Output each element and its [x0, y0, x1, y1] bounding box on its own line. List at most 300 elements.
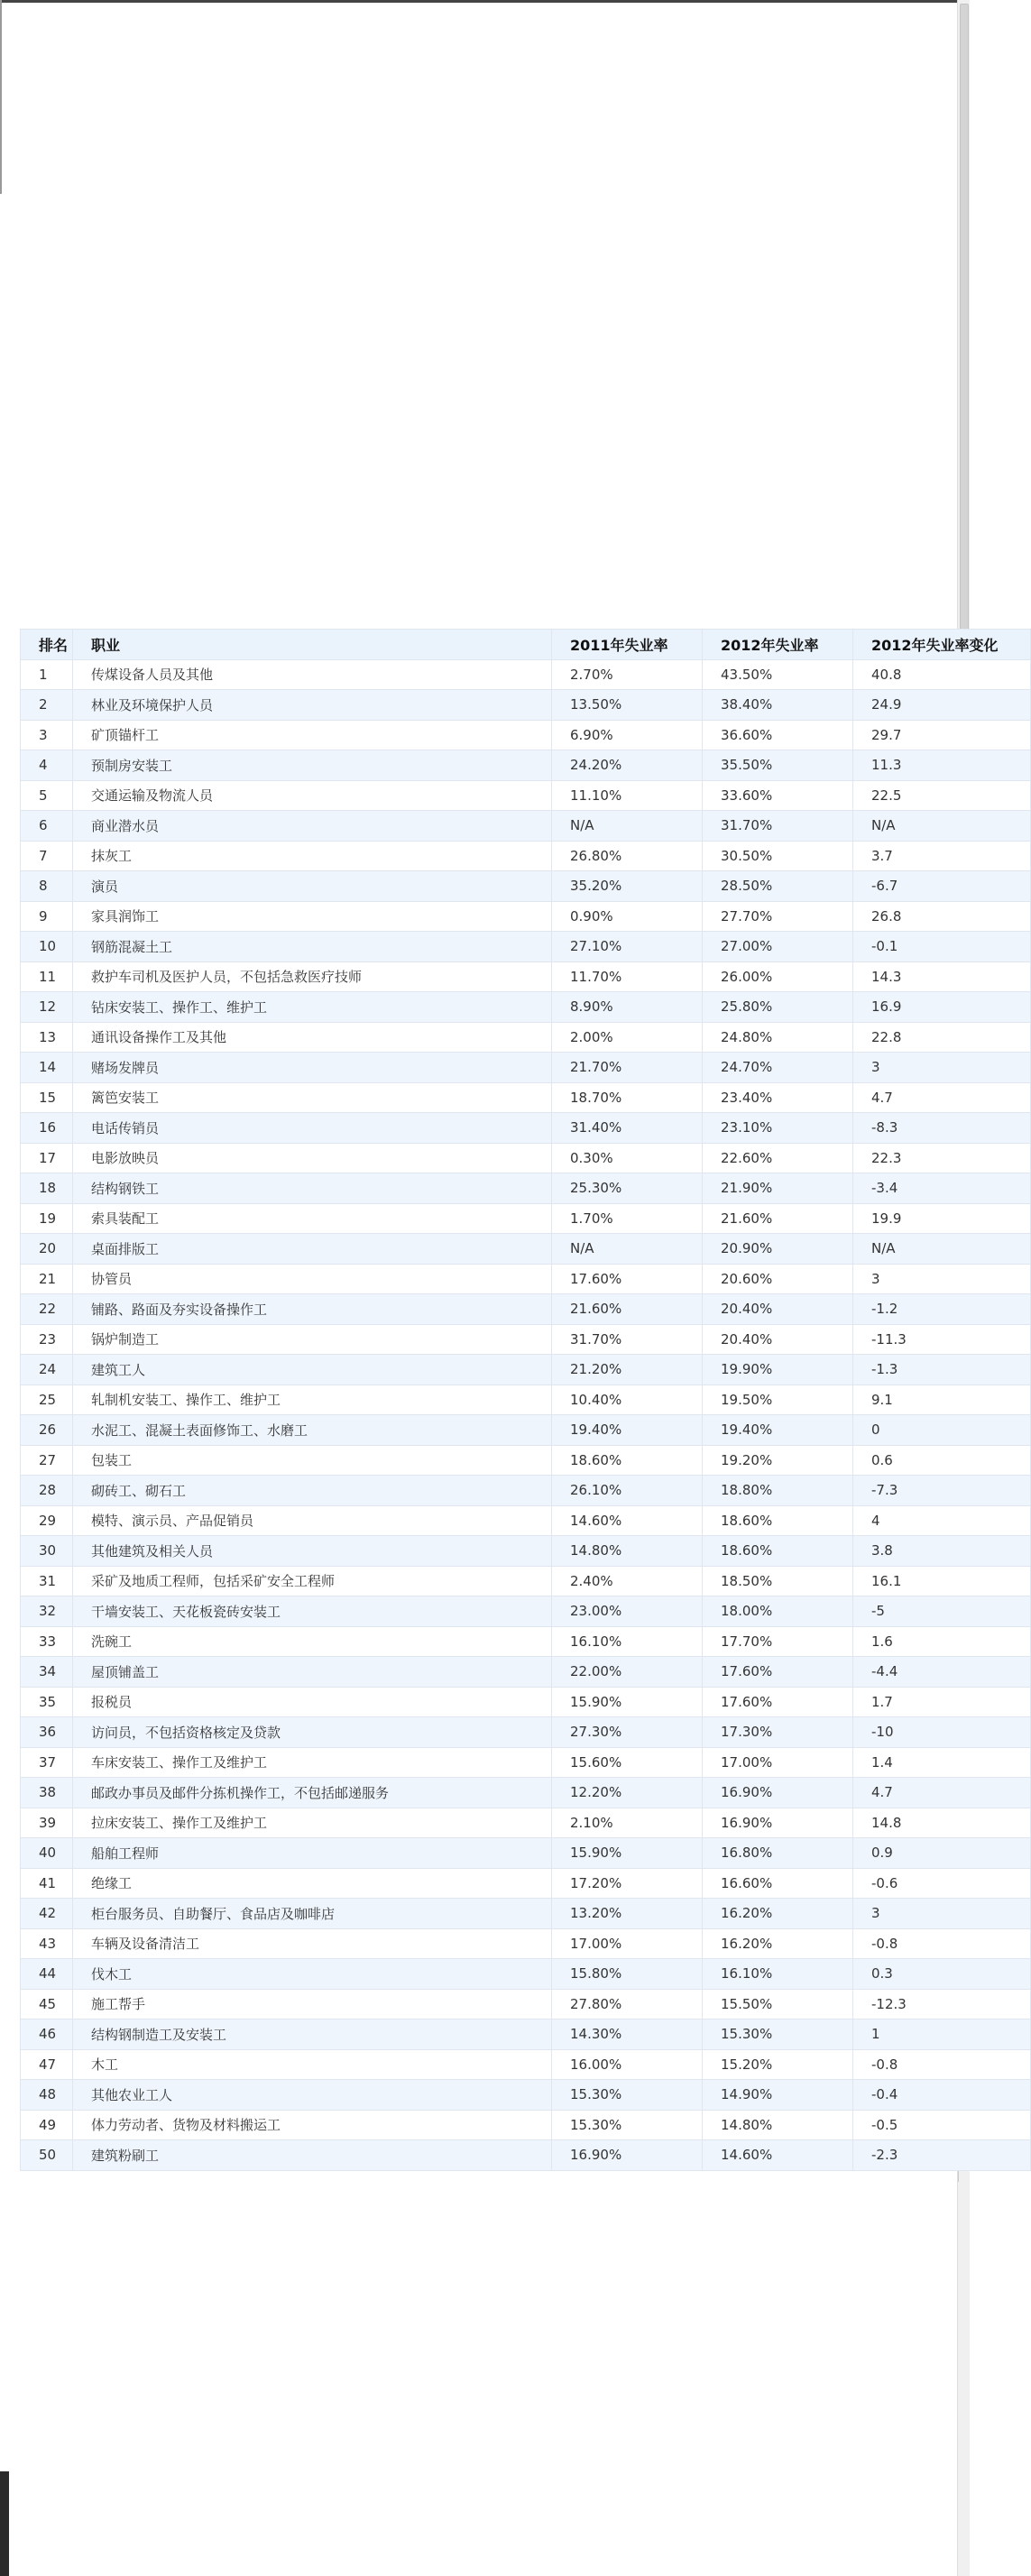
- cell-rate-2012: 17.60%: [703, 1687, 853, 1717]
- cell-rate-2012: 16.20%: [703, 1928, 853, 1959]
- cell-occupation: 体力劳动者、货物及材料搬运工: [73, 2110, 552, 2140]
- cell-rate-2011: 35.20%: [552, 871, 703, 902]
- cell-rate-2012: 35.50%: [703, 750, 853, 781]
- cell-rate-2011: 0.90%: [552, 901, 703, 932]
- cell-rate-2011: 21.60%: [552, 1294, 703, 1325]
- cell-occupation: 电话传销员: [73, 1113, 552, 1144]
- cell-rate-2012: 18.00%: [703, 1596, 853, 1627]
- cell-rate-2011: 13.50%: [552, 690, 703, 721]
- table-row: [21, 1959, 1031, 1990]
- cell-rate-2012: 16.60%: [703, 1868, 853, 1899]
- cell-rank: 48: [21, 2080, 73, 2111]
- cell-rate-change: 1.7: [853, 1687, 1031, 1717]
- cell-rate-2011: 14.60%: [552, 1505, 703, 1536]
- table-row: [21, 992, 1031, 1023]
- cell-rate-2011: 23.00%: [552, 1596, 703, 1627]
- cell-rate-2011: 2.70%: [552, 659, 703, 690]
- cell-rank: 35: [21, 1687, 73, 1717]
- cell-rate-2012: 20.60%: [703, 1264, 853, 1294]
- cell-rate-2011: 14.80%: [552, 1536, 703, 1567]
- table-row: [21, 1928, 1031, 1959]
- cell-rate-2011: 16.10%: [552, 1626, 703, 1657]
- cell-rank: 15: [21, 1082, 73, 1113]
- cell-rate-2012: 23.40%: [703, 1082, 853, 1113]
- cell-rate-2011: 17.60%: [552, 1264, 703, 1294]
- cell-rate-2011: 16.00%: [552, 2049, 703, 2080]
- cell-rate-change: 0.3: [853, 1959, 1031, 1990]
- table-row: [21, 1717, 1031, 1748]
- table-row: [21, 1566, 1031, 1596]
- cell-rank: 45: [21, 1989, 73, 2019]
- cell-rate-change: 3: [853, 1899, 1031, 1929]
- cell-occupation: 篱笆安装工: [73, 1082, 552, 1113]
- table-row: [21, 811, 1031, 842]
- cell-occupation: 水泥工、混凝土表面修饰工、水磨工: [73, 1415, 552, 1446]
- table-row: [21, 961, 1031, 992]
- cell-rate-change: 22.3: [853, 1143, 1031, 1173]
- cell-rate-change: -0.4: [853, 2080, 1031, 2111]
- table-row: [21, 1989, 1031, 2019]
- cell-rate-change: 29.7: [853, 720, 1031, 750]
- cell-rate-2012: 14.80%: [703, 2110, 853, 2140]
- cell-rate-2011: 27.10%: [552, 932, 703, 962]
- table-row: [21, 1899, 1031, 1929]
- cell-rate-2012: 19.90%: [703, 1355, 853, 1385]
- table-row: [21, 2140, 1031, 2171]
- cell-rank: 41: [21, 1868, 73, 1899]
- cell-rate-2012: 18.50%: [703, 1566, 853, 1596]
- cell-occupation: 其他农业工人: [73, 2080, 552, 2111]
- cell-rank: 7: [21, 841, 73, 871]
- cell-rate-change: 0: [853, 1415, 1031, 1446]
- cell-occupation: 锅炉制造工: [73, 1324, 552, 1355]
- cell-rank: 44: [21, 1959, 73, 1990]
- cell-rate-change: 4.7: [853, 1778, 1031, 1808]
- cell-rate-2012: 22.60%: [703, 1143, 853, 1173]
- cell-rank: 31: [21, 1566, 73, 1596]
- table-row: [21, 1626, 1031, 1657]
- cell-rate-2011: 8.90%: [552, 992, 703, 1023]
- cell-occupation: 结构钢铁工: [73, 1173, 552, 1204]
- cell-rank: 14: [21, 1053, 73, 1083]
- cell-occupation: 电影放映员: [73, 1143, 552, 1173]
- cell-occupation: 邮政办事员及邮件分拣机操作工，不包括邮递服务: [73, 1778, 552, 1808]
- cell-rate-change: 11.3: [853, 750, 1031, 781]
- table-row: [21, 1082, 1031, 1113]
- cell-rate-2011: 26.80%: [552, 841, 703, 871]
- cell-rate-2012: 23.10%: [703, 1113, 853, 1144]
- table-row: [21, 659, 1031, 690]
- cell-rate-2012: 14.60%: [703, 2140, 853, 2171]
- header-rate-change: 2012年失业率变化: [853, 630, 1031, 660]
- cell-rank: 2: [21, 690, 73, 721]
- cell-rate-2011: 18.70%: [552, 1082, 703, 1113]
- table-row: [21, 1324, 1031, 1355]
- cell-rate-2011: 12.20%: [552, 1778, 703, 1808]
- cell-rate-change: 19.9: [853, 1203, 1031, 1234]
- cell-rate-2011: 21.70%: [552, 1053, 703, 1083]
- cell-rate-2011: 15.90%: [552, 1838, 703, 1869]
- cell-rate-2012: 25.80%: [703, 992, 853, 1023]
- cell-rate-change: 16.9: [853, 992, 1031, 1023]
- cell-occupation: 拉床安装工、操作工及维护工: [73, 1808, 552, 1838]
- cell-occupation: 车辆及设备清洁工: [73, 1928, 552, 1959]
- cell-rank: 43: [21, 1928, 73, 1959]
- cell-rate-2011: 15.30%: [552, 2110, 703, 2140]
- cell-rate-change: 14.3: [853, 961, 1031, 992]
- cell-rate-2012: 20.40%: [703, 1294, 853, 1325]
- cell-rank: 21: [21, 1264, 73, 1294]
- cell-rate-change: -10: [853, 1717, 1031, 1748]
- cell-rate-2011: 2.10%: [552, 1808, 703, 1838]
- cell-rate-2011: 15.80%: [552, 1959, 703, 1990]
- cell-rank: 42: [21, 1899, 73, 1929]
- cell-rank: 5: [21, 780, 73, 811]
- cell-rate-2012: 17.00%: [703, 1747, 853, 1778]
- cell-rank: 13: [21, 1022, 73, 1053]
- cell-rank: 32: [21, 1596, 73, 1627]
- cell-rank: 24: [21, 1355, 73, 1385]
- cell-rank: 8: [21, 871, 73, 902]
- cell-rate-2011: 22.00%: [552, 1657, 703, 1688]
- table-row: [21, 1596, 1031, 1627]
- cell-rate-change: -11.3: [853, 1324, 1031, 1355]
- cell-rank: 1: [21, 659, 73, 690]
- cell-rank: 19: [21, 1203, 73, 1234]
- cell-occupation: 柜台服务员、自助餐厅、食品店及咖啡店: [73, 1899, 552, 1929]
- cell-occupation: 包装工: [73, 1445, 552, 1476]
- cell-rate-change: -7.3: [853, 1476, 1031, 1506]
- cell-rate-2011: 15.60%: [552, 1747, 703, 1778]
- cell-occupation: 洗碗工: [73, 1626, 552, 1657]
- cell-rate-2012: 43.50%: [703, 659, 853, 690]
- cell-rate-2012: 20.90%: [703, 1234, 853, 1265]
- cell-occupation: 救护车司机及医护人员，不包括急救医疗技师: [73, 961, 552, 992]
- table-row: [21, 1415, 1031, 1446]
- cell-occupation: 建筑工人: [73, 1355, 552, 1385]
- cell-rate-2012: 17.70%: [703, 1626, 853, 1657]
- cell-rank: 3: [21, 720, 73, 750]
- cell-rate-2012: 16.10%: [703, 1959, 853, 1990]
- cell-rate-change: 22.5: [853, 780, 1031, 811]
- cell-rate-change: -0.6: [853, 1868, 1031, 1899]
- header-occupation: 职业: [73, 630, 552, 660]
- cell-rank: 12: [21, 992, 73, 1023]
- cell-rate-2012: 36.60%: [703, 720, 853, 750]
- cell-rate-2012: 30.50%: [703, 841, 853, 871]
- cell-occupation: 铺路、路面及夯实设备操作工: [73, 1294, 552, 1325]
- cell-rate-2012: 19.20%: [703, 1445, 853, 1476]
- cell-rank: 40: [21, 1838, 73, 1869]
- cell-rank: 6: [21, 811, 73, 842]
- cell-occupation: 通讯设备操作工及其他: [73, 1022, 552, 1053]
- table-row: [21, 871, 1031, 902]
- cell-rate-change: 26.8: [853, 901, 1031, 932]
- cell-rank: 29: [21, 1505, 73, 1536]
- unemployment-table-container[interactable]: [20, 629, 999, 2182]
- cell-rate-2011: 6.90%: [552, 720, 703, 750]
- cell-rank: 4: [21, 750, 73, 781]
- cell-rate-change: 1: [853, 2019, 1031, 2050]
- cell-rate-change: -0.8: [853, 1928, 1031, 1959]
- cell-occupation: 绝缘工: [73, 1868, 552, 1899]
- cell-rate-2012: 15.30%: [703, 2019, 853, 2050]
- cell-occupation: 木工: [73, 2049, 552, 2080]
- cell-rate-2011: 19.40%: [552, 1415, 703, 1446]
- cell-rate-2012: 27.00%: [703, 932, 853, 962]
- cell-occupation: 商业潜水员: [73, 811, 552, 842]
- cell-rate-change: 1.4: [853, 1747, 1031, 1778]
- cell-rate-2012: 31.70%: [703, 811, 853, 842]
- cell-rate-change: -5: [853, 1596, 1031, 1627]
- cell-rate-2011: 16.90%: [552, 2140, 703, 2171]
- cell-rank: 11: [21, 961, 73, 992]
- table-row: [21, 2110, 1031, 2140]
- cell-rate-change: 3: [853, 1264, 1031, 1294]
- cell-occupation: 轧制机安装工、操作工、维护工: [73, 1385, 552, 1415]
- cell-occupation: 矿顶锚杆工: [73, 720, 552, 750]
- table-row: [21, 1355, 1031, 1385]
- cell-rate-2012: 19.40%: [703, 1415, 853, 1446]
- table-row: [21, 1234, 1031, 1265]
- cell-occupation: 抹灰工: [73, 841, 552, 871]
- cell-rate-2012: 21.90%: [703, 1173, 853, 1204]
- table-row: [21, 1143, 1031, 1173]
- cell-occupation: 预制房安装工: [73, 750, 552, 781]
- table-row: [21, 1264, 1031, 1294]
- cell-rate-2011: 21.20%: [552, 1355, 703, 1385]
- cell-rate-change: 1.6: [853, 1626, 1031, 1657]
- cell-rate-2012: 17.30%: [703, 1717, 853, 1748]
- cell-rate-2012: 19.50%: [703, 1385, 853, 1415]
- cell-occupation: 协管员: [73, 1264, 552, 1294]
- cell-rate-change: 24.9: [853, 690, 1031, 721]
- cell-rate-2012: 27.70%: [703, 901, 853, 932]
- table-row: [21, 1203, 1031, 1234]
- cell-rate-2012: 24.80%: [703, 1022, 853, 1053]
- cell-rate-2011: 31.70%: [552, 1324, 703, 1355]
- cell-rank: 27: [21, 1445, 73, 1476]
- cell-rate-2011: 10.40%: [552, 1385, 703, 1415]
- cell-rank: 37: [21, 1747, 73, 1778]
- cell-occupation: 林业及环境保护人员: [73, 690, 552, 721]
- cell-rate-change: -8.3: [853, 1113, 1031, 1144]
- cell-occupation: 赌场发牌员: [73, 1053, 552, 1083]
- cell-occupation: 演员: [73, 871, 552, 902]
- cell-rate-change: 3.7: [853, 841, 1031, 871]
- cell-rank: 16: [21, 1113, 73, 1144]
- table-row: [21, 750, 1031, 781]
- cell-rate-change: 14.8: [853, 1808, 1031, 1838]
- table-row: [21, 1536, 1031, 1567]
- cell-rate-2011: 2.00%: [552, 1022, 703, 1053]
- header-rate-2012: 2012年失业率: [703, 630, 853, 660]
- cell-rate-change: -4.4: [853, 1657, 1031, 1688]
- cell-rate-2011: N/A: [552, 811, 703, 842]
- cell-rate-change: 40.8: [853, 659, 1031, 690]
- table-row: [21, 720, 1031, 750]
- table-row: [21, 1808, 1031, 1838]
- cell-occupation: 伐木工: [73, 1959, 552, 1990]
- cell-rate-change: -2.3: [853, 2140, 1031, 2171]
- cell-rate-2012: 26.00%: [703, 961, 853, 992]
- table-row: [21, 1657, 1031, 1688]
- cell-rate-change: 16.1: [853, 1566, 1031, 1596]
- cell-rate-2011: 13.20%: [552, 1899, 703, 1929]
- table-row: [21, 2019, 1031, 2050]
- cell-rate-2012: 14.90%: [703, 2080, 853, 2111]
- cell-rank: 47: [21, 2049, 73, 2080]
- cell-rate-change: 3.8: [853, 1536, 1031, 1567]
- cell-rate-2012: 16.20%: [703, 1899, 853, 1929]
- cell-rate-2011: N/A: [552, 1234, 703, 1265]
- cell-occupation: 车床安装工、操作工及维护工: [73, 1747, 552, 1778]
- cell-rate-2011: 1.70%: [552, 1203, 703, 1234]
- unemployment-table: [20, 629, 1031, 2171]
- cell-rate-change: 9.1: [853, 1385, 1031, 1415]
- cell-rank: 33: [21, 1626, 73, 1657]
- cell-rank: 18: [21, 1173, 73, 1204]
- cell-rate-2011: 27.30%: [552, 1717, 703, 1748]
- cell-rank: 46: [21, 2019, 73, 2050]
- header-rank: 排名: [21, 630, 73, 660]
- cell-occupation: 钻床安装工、操作工、维护工: [73, 992, 552, 1023]
- cell-rate-2012: 15.50%: [703, 1989, 853, 2019]
- cell-rate-2012: 16.90%: [703, 1778, 853, 1808]
- cell-occupation: 施工帮手: [73, 1989, 552, 2019]
- cell-rank: 9: [21, 901, 73, 932]
- table-body: [21, 659, 1031, 2170]
- cell-occupation: 建筑粉刷工: [73, 2140, 552, 2171]
- table-row: [21, 1113, 1031, 1144]
- cell-occupation: 桌面排版工: [73, 1234, 552, 1265]
- cell-occupation: 家具润饰工: [73, 901, 552, 932]
- window-left-edge-dark: [0, 2471, 9, 2576]
- cell-rank: 50: [21, 2140, 73, 2171]
- cell-rate-2012: 20.40%: [703, 1324, 853, 1355]
- cell-rate-2011: 24.20%: [552, 750, 703, 781]
- cell-rate-2012: 21.60%: [703, 1203, 853, 1234]
- table-row: [21, 780, 1031, 811]
- cell-rank: 17: [21, 1143, 73, 1173]
- table-header-row: [21, 630, 1031, 660]
- cell-rank: 23: [21, 1324, 73, 1355]
- cell-rate-change: N/A: [853, 811, 1031, 842]
- table-row: [21, 1385, 1031, 1415]
- cell-rank: 36: [21, 1717, 73, 1748]
- cell-rank: 30: [21, 1536, 73, 1567]
- cell-occupation: 传煤设备人员及其他: [73, 659, 552, 690]
- cell-rank: 10: [21, 932, 73, 962]
- cell-rank: 22: [21, 1294, 73, 1325]
- table-row: [21, 1747, 1031, 1778]
- table-row: [21, 1838, 1031, 1869]
- cell-rank: 38: [21, 1778, 73, 1808]
- cell-rate-change: -12.3: [853, 1989, 1031, 2019]
- window-top-border: [0, 0, 958, 3]
- cell-rate-change: -6.7: [853, 871, 1031, 902]
- cell-rate-2012: 18.60%: [703, 1505, 853, 1536]
- cell-rate-2011: 15.30%: [552, 2080, 703, 2111]
- cell-rank: 39: [21, 1808, 73, 1838]
- cell-rate-2012: 28.50%: [703, 871, 853, 902]
- table-row: [21, 1053, 1031, 1083]
- cell-rate-2012: 33.60%: [703, 780, 853, 811]
- cell-rate-2011: 17.00%: [552, 1928, 703, 1959]
- cell-rate-2011: 15.90%: [552, 1687, 703, 1717]
- table-row: [21, 901, 1031, 932]
- table-row: [21, 690, 1031, 721]
- cell-occupation: 船舶工程师: [73, 1838, 552, 1869]
- cell-rate-change: -0.1: [853, 932, 1031, 962]
- table-row: [21, 1505, 1031, 1536]
- table-row: [21, 1173, 1031, 1204]
- cell-rank: 28: [21, 1476, 73, 1506]
- cell-occupation: 模特、演示员、产品促销员: [73, 1505, 552, 1536]
- cell-rank: 34: [21, 1657, 73, 1688]
- cell-rate-change: 0.6: [853, 1445, 1031, 1476]
- cell-occupation: 访问员，不包括资格核定及贷款: [73, 1717, 552, 1748]
- table-row: [21, 1476, 1031, 1506]
- cell-rate-change: 4.7: [853, 1082, 1031, 1113]
- cell-occupation: 结构钢制造工及安装工: [73, 2019, 552, 2050]
- cell-rate-change: 4: [853, 1505, 1031, 1536]
- cell-rank: 25: [21, 1385, 73, 1415]
- cell-rate-2012: 18.60%: [703, 1536, 853, 1567]
- cell-rate-change: 3: [853, 1053, 1031, 1083]
- cell-rate-2012: 38.40%: [703, 690, 853, 721]
- cell-occupation: 其他建筑及相关人员: [73, 1536, 552, 1567]
- cell-rate-2012: 15.20%: [703, 2049, 853, 2080]
- cell-rate-2011: 17.20%: [552, 1868, 703, 1899]
- table-row: [21, 1868, 1031, 1899]
- cell-rate-2011: 2.40%: [552, 1566, 703, 1596]
- table-row: [21, 841, 1031, 871]
- cell-rate-2012: 17.60%: [703, 1657, 853, 1688]
- cell-rate-2011: 11.10%: [552, 780, 703, 811]
- header-rate-2011: 2011年失业率: [552, 630, 703, 660]
- table-row: [21, 2080, 1031, 2111]
- cell-rate-change: N/A: [853, 1234, 1031, 1265]
- cell-rank: 20: [21, 1234, 73, 1265]
- cell-rate-2011: 26.10%: [552, 1476, 703, 1506]
- table-row: [21, 1445, 1031, 1476]
- cell-rate-change: -1.2: [853, 1294, 1031, 1325]
- cell-occupation: 报税员: [73, 1687, 552, 1717]
- cell-rate-2011: 14.30%: [552, 2019, 703, 2050]
- cell-occupation: 屋顶铺盖工: [73, 1657, 552, 1688]
- table-row: [21, 1778, 1031, 1808]
- cell-occupation: 干墙安装工、天花板瓷砖安装工: [73, 1596, 552, 1627]
- cell-occupation: 索具装配工: [73, 1203, 552, 1234]
- table-row: [21, 1687, 1031, 1717]
- table-row: [21, 2049, 1031, 2080]
- cell-occupation: 交通运输及物流人员: [73, 780, 552, 811]
- cell-rate-change: 22.8: [853, 1022, 1031, 1053]
- cell-rate-2011: 31.40%: [552, 1113, 703, 1144]
- cell-rank: 49: [21, 2110, 73, 2140]
- cell-rate-2011: 11.70%: [552, 961, 703, 992]
- cell-rate-2012: 16.90%: [703, 1808, 853, 1838]
- cell-rate-change: -1.3: [853, 1355, 1031, 1385]
- cell-occupation: 砌砖工、砌石工: [73, 1476, 552, 1506]
- cell-rate-2011: 18.60%: [552, 1445, 703, 1476]
- table-row: [21, 932, 1031, 962]
- cell-rate-change: 0.9: [853, 1838, 1031, 1869]
- cell-rank: 26: [21, 1415, 73, 1446]
- table-row: [21, 1022, 1031, 1053]
- cell-rate-change: -3.4: [853, 1173, 1031, 1204]
